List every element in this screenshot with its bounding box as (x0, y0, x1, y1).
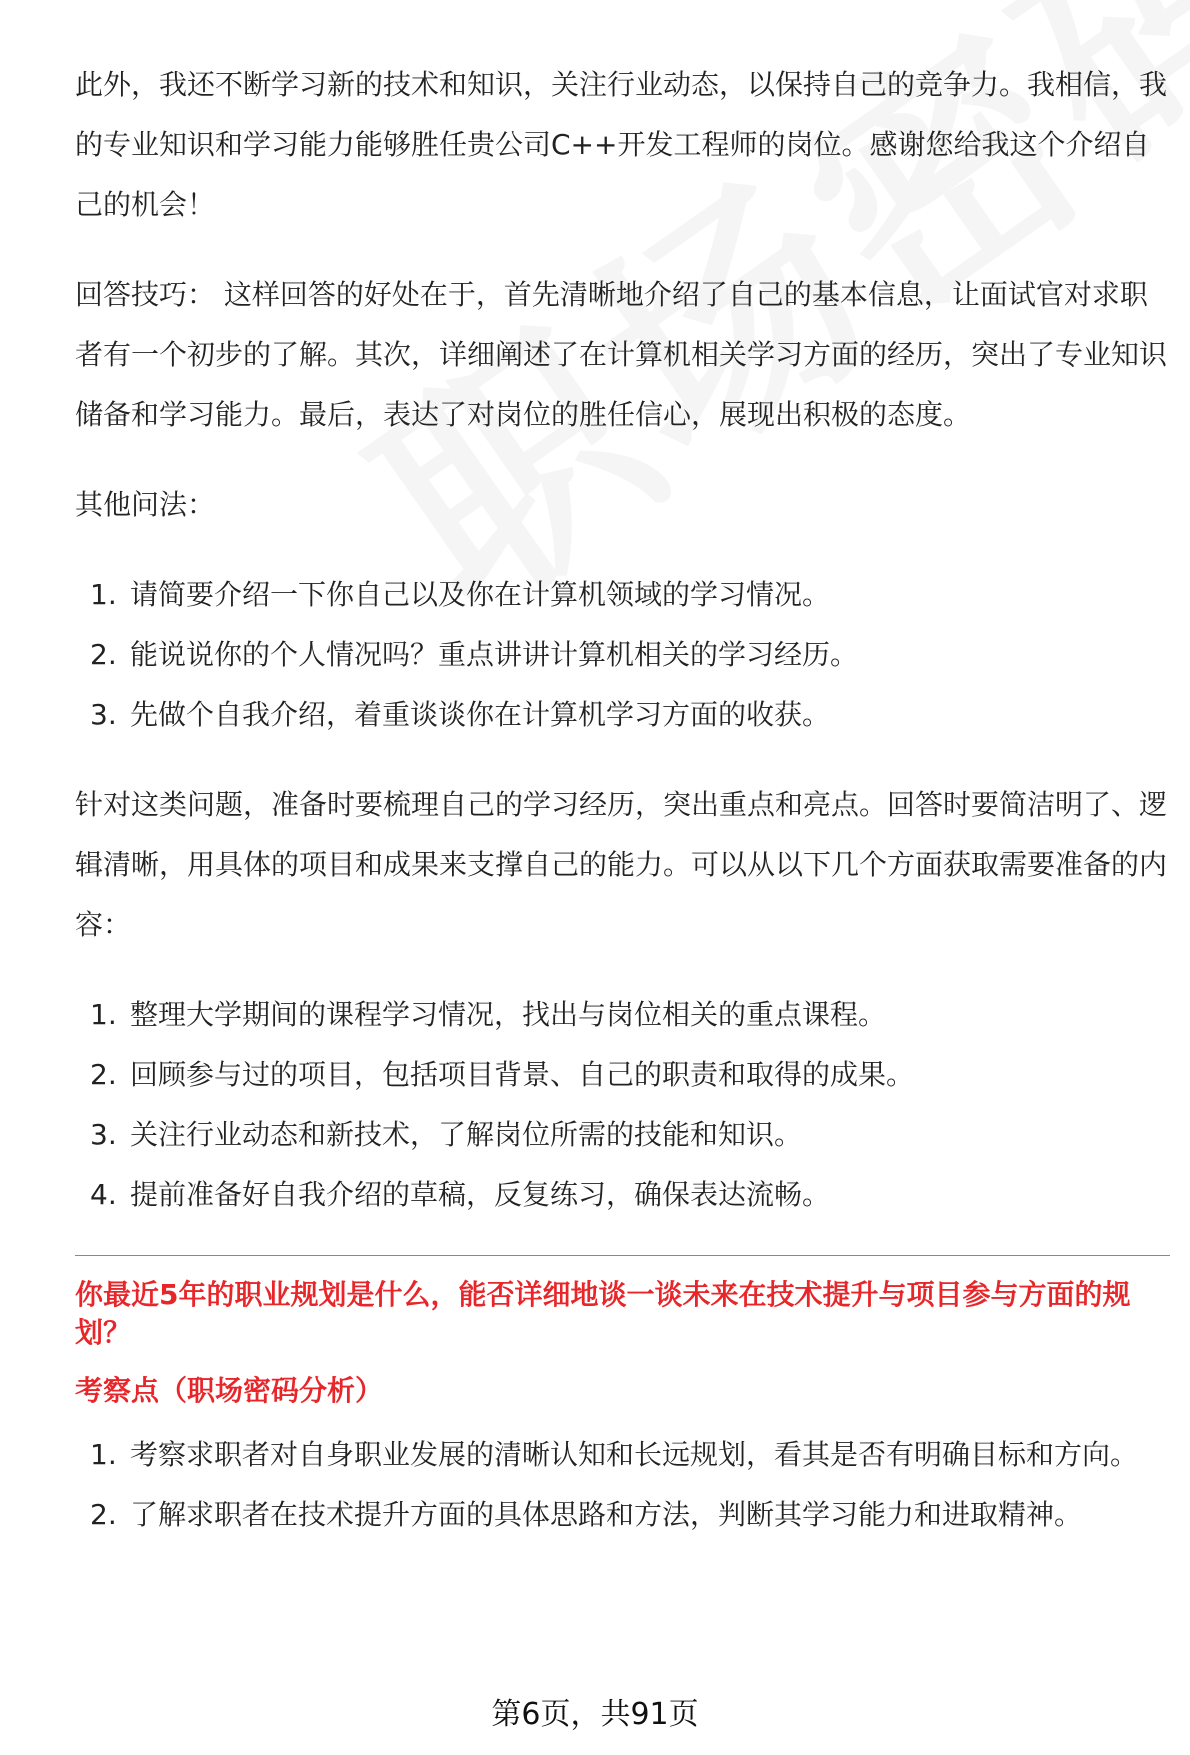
list-text: 整理大学期间的课程学习情况，找出与岗位相关的重点课程。 (130, 998, 887, 1031)
list-text: 提前准备好自我介绍的草稿，反复练习，确保表达流畅。 (130, 1178, 831, 1211)
list-item (75, 1485, 1170, 1545)
list-item (75, 1045, 1170, 1105)
list-number: 3. (90, 1118, 117, 1151)
list-number: 1. (90, 578, 117, 611)
list-number: 4. (90, 1178, 117, 1211)
list-text: 能说说你的个人情况吗？重点讲讲计算机相关的学习经历。 (130, 638, 859, 671)
list-text: 考察求职者对自身职业发展的清晰认知和长远规划，看其是否有明确目标和方向。 (130, 1438, 1139, 1471)
answer-tip-paragraph: 回答技巧： 这样回答的好处在于，首先清晰地介绍了自己的基本信息，让面试官对求职者有一个初步的了解。其次，详细阐述了在计算机相关学习方面的经历，突出了专业知识储备和学习能力。最后，表达了对岗位的胜任信心，展现出积极的态度。 (75, 278, 1168, 431)
other-asks-label: 其他问法： (75, 488, 216, 521)
list-number: 2. (90, 1058, 117, 1091)
list-number: 3. (90, 698, 117, 731)
list-text: 先做个自我介绍，着重谈谈你在计算机学习方面的收获。 (130, 698, 831, 731)
page-footer: 第6页，共91页 (491, 1697, 699, 1732)
list-number: 1. (90, 998, 117, 1031)
list-item (75, 565, 1170, 625)
list-number: 2. (90, 1498, 117, 1531)
page-content (75, 55, 1170, 1545)
intro-paragraph: 此外，我还不断学习新的技术和知识，关注行业动态，以保持自己的竞争力。我相信，我的专业知识和学习能力能够胜任贵公司C++开发工程师的岗位。感谢您给我这个介绍自己的机会！ (75, 68, 1168, 221)
list-item (75, 985, 1170, 1045)
preparation-paragraph: 针对这类问题，准备时要梳理自己的学习经历，突出重点和亮点。回答时要简洁明了、逻辑清晰，用具体的项目和成果来支撑自己的能力。可以从以下几个方面获取需要准备的内容： (75, 788, 1168, 941)
list-number: 2. (90, 638, 117, 671)
other-asks-list (75, 565, 1170, 745)
list-item (75, 625, 1170, 685)
list-item (75, 1105, 1170, 1165)
preparation-list (75, 985, 1170, 1225)
list-text: 回顾参与过的项目，包括项目背景、自己的职责和取得的成果。 (130, 1058, 915, 1091)
list-text: 了解求职者在技术提升方面的具体思路和方法，判断其学习能力和进取精神。 (130, 1498, 1083, 1531)
list-number: 1. (90, 1438, 117, 1471)
list-text: 关注行业动态和新技术，了解岗位所需的技能和知识。 (130, 1118, 803, 1151)
section-divider (75, 1255, 1170, 1256)
list-text: 请简要介绍一下你自己以及你在计算机领域的学习情况。 (130, 578, 831, 611)
question-subheading: 考察点（职场密码分析） (75, 1374, 384, 1407)
list-item (75, 1165, 1170, 1225)
question-points-list (75, 1425, 1170, 1545)
list-item (75, 1425, 1170, 1485)
question-title: 你最近5年的职业规划是什么，能否详细地谈一谈未来在技术提升与项目参与方面的规划？ (75, 1278, 1131, 1349)
list-item (75, 685, 1170, 745)
